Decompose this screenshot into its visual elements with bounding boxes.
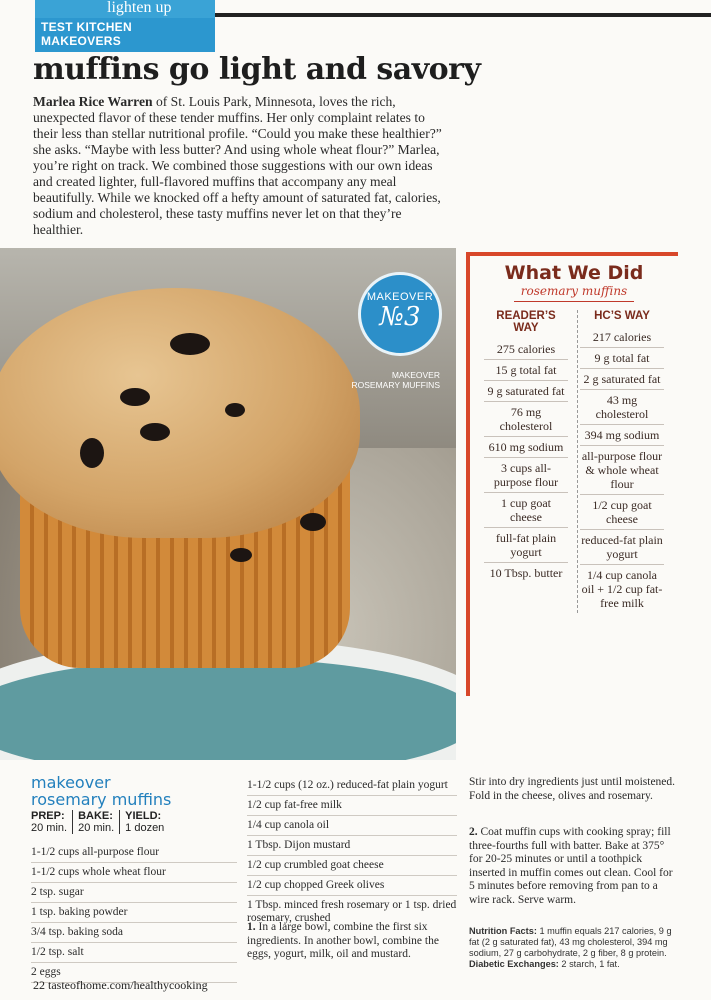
- ingredient-item: 1/2 tsp. salt: [31, 943, 237, 963]
- readers-way-heading: READER’S WAY: [496, 310, 556, 334]
- direction-step-2: [469, 826, 679, 907]
- readers-way-item: 76 mg cholesterol: [484, 402, 568, 437]
- hcs-way-item: all-purpose flour & whole wheat flour: [580, 446, 664, 495]
- readers-way-item: 10 Tbsp. butter: [489, 566, 563, 580]
- ingredient-item: 2 tsp. sugar: [31, 883, 237, 903]
- hcs-way-item: 394 mg sodium: [580, 425, 664, 446]
- panel-title: What We Did: [504, 262, 644, 284]
- hcs-way-item: 43 mg cholesterol: [580, 390, 664, 425]
- readers-way-item: 275 calories: [484, 339, 568, 360]
- ingredient-item: 1-1/2 cups (12 oz.) reduced-fat plain yogurt: [247, 776, 457, 796]
- exchanges-text: 2 starch, 1 fat.: [558, 959, 620, 969]
- bake-value: 20 min.: [78, 822, 115, 834]
- makeover-badge: [358, 272, 442, 356]
- bake-label: BAKE:: [78, 810, 113, 822]
- ingredient-item: 1 Tbsp. minced fresh rosemary or 1 tsp. dried rosemary, crushed: [247, 899, 457, 924]
- ingredient-item: 1/2 cup crumbled goat cheese: [247, 856, 457, 876]
- step-1-text: In a large bowl, combine the first six ingredients. In another bowl, combine the eggs, yogurt, milk, oil and mustard.: [247, 921, 439, 960]
- recipe-title-line1: makeover: [31, 773, 111, 792]
- readers-way-item: 15 g total fat: [484, 360, 568, 381]
- prep-value: 20 min.: [31, 822, 68, 834]
- badge-label: MAKEOVER: [366, 291, 434, 303]
- ingredient-item: 1/4 cup canola oil: [247, 816, 457, 836]
- prep-info: [31, 810, 169, 834]
- ingredients-list-2: [247, 776, 457, 928]
- ingredient-item: 1/2 cup fat-free milk: [247, 796, 457, 816]
- ingredient-item: 1/2 cup chopped Greek olives: [247, 876, 457, 896]
- ingredient-item: 1-1/2 cups whole wheat flour: [31, 863, 237, 883]
- intro-body: of St. Louis Park, Minnesota, loves the rich, unexpected flavor of these tender muffins. Her only complaint relates to their less than stellar nutritional profile. “Could you make these healthier?” she asks. “Maybe with less butter? And using whole wheat flour?” Marlea, you’re right on track. We combined those suggestions with our own ideas and created lighter, full-flavored muffins that accompany any meal beautifully. While we knocked off a hefty amount of saturated fat, calories, sodium and cholesterol, these tasty muffins never let on that they’re healthier.: [33, 94, 442, 237]
- step-1-number: 1.: [247, 921, 256, 933]
- yield-value: 1 dozen: [125, 822, 165, 834]
- article-title: muffins go light and savory: [33, 52, 481, 87]
- nutrition-text: 1 muffin equals 217 calories, 9 g fat (2 g saturated fat), 43 mg cholesterol, 394 mg sodium, 27 g carbohydrate, 2 g fiber, 8 g protein.: [469, 926, 672, 958]
- photo-caption: MAKEOVER ROSEMARY MUFFINS: [351, 370, 440, 390]
- nutrition-facts: [469, 926, 681, 970]
- page-footer: 22 tasteofhome.com/healthycooking: [33, 978, 208, 992]
- intro-lead: Marlea Rice Warren: [33, 94, 153, 109]
- section-tab: [35, 0, 215, 52]
- hcs-way-item: 2 g saturated fat: [580, 369, 664, 390]
- direction-step-1-continued: Stir into dry ingredients just until moistened. Fold in the cheese, olives and rosemary.: [469, 776, 676, 802]
- readers-way-item: full-fat plain yogurt: [484, 528, 568, 563]
- yield-label: YIELD:: [125, 810, 162, 822]
- hcs-way-column: [574, 310, 670, 613]
- readers-way-item: 9 g saturated fat: [484, 381, 568, 402]
- hcs-way-item: 217 calories: [580, 327, 664, 348]
- what-we-did-panel: [466, 252, 678, 696]
- ingredient-item: 1-1/2 cups all-purpose flour: [31, 843, 237, 863]
- hcs-way-item: reduced-fat plain yogurt: [580, 530, 664, 565]
- readers-way-item: 610 mg sodium: [484, 437, 568, 458]
- hcs-way-heading: HC’S WAY: [594, 310, 650, 322]
- ingredient-item: 2 eggs: [31, 963, 237, 983]
- ingredient-item: 1 Tbsp. Dijon mustard: [247, 836, 457, 856]
- readers-way-column: [478, 310, 574, 613]
- ingredient-item: 3/4 tsp. baking soda: [31, 923, 237, 943]
- hcs-way-item: 9 g total fat: [580, 348, 664, 369]
- direction-step-1: [247, 921, 459, 962]
- step-2-text: Coat muffin cups with cooking spray; fill three-fourths full with batter. Bake at 375° for 20-25 minutes or until a toothpick inserted in muffin comes out clean. Cool for 5 minutes before removing from pan to a wire rack. Serve warm.: [469, 826, 673, 906]
- readers-way-item: 3 cups all-purpose flour: [484, 458, 568, 493]
- hcs-way-item: 1/4 cup canola oil + 1/2 cup fat-free milk: [581, 568, 663, 610]
- prep-label: PREP:: [31, 810, 65, 822]
- badge-number: №3: [379, 302, 421, 332]
- ingredients-list-1: [31, 843, 237, 983]
- subsection-label: TEST KITCHEN MAKEOVERS: [35, 18, 215, 52]
- intro-paragraph: [33, 94, 443, 238]
- step-2-number: 2.: [469, 826, 478, 838]
- recipe-title: [31, 774, 171, 808]
- hcs-way-item: 1/2 cup goat cheese: [580, 495, 664, 530]
- exchanges-label: Diabetic Exchanges:: [469, 959, 559, 969]
- readers-way-item: 1 cup goat cheese: [484, 493, 568, 528]
- panel-subtitle: rosemary muffins: [514, 284, 634, 302]
- recipe-title-line2: rosemary muffins: [31, 790, 172, 809]
- section-label: lighten up: [107, 0, 172, 16]
- nutrition-label: Nutrition Facts:: [469, 926, 537, 936]
- ingredient-item: 1 tsp. baking powder: [31, 903, 237, 923]
